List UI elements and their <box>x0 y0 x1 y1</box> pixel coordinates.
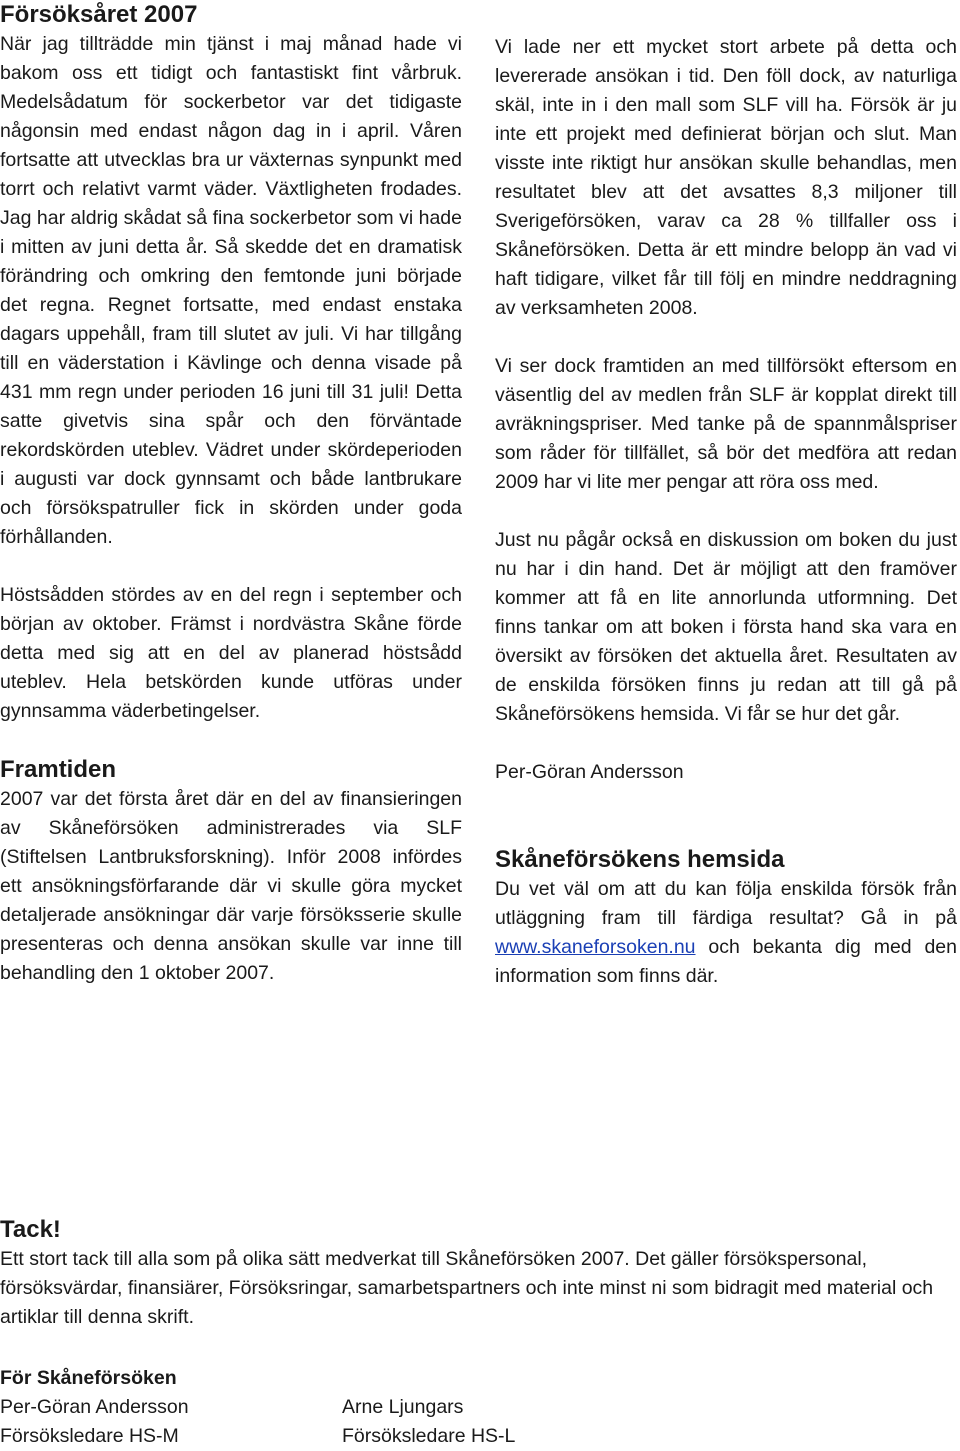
paragraph-gap <box>0 726 462 755</box>
paragraph-book-discussion: Just nu pågår också en diskussion om boken du just nu har i din hand. Det är möjligt att den framöver kommer att få en lite annorlunda utformning. Det finns tankar om att boken i första hand ska vara en översikt av försöken det aktuella året. Resultaten av de enskilda försöken finns ju redan att till gå på Skåneförsökens hemsida. Vi får se hur det går. <box>495 529 957 725</box>
paragraph-application: Vi lade ner ett mycket stort arbete på detta och levererade ansökan i tid. Den föll dock, av naturliga skäl, inte in i den mall som SLF vill ha. Försök är ju inte ett projekt med definierat början och slut. Man visste inte riktigt hur ansökan skulle behandlas, men resultatet blev att det avsattes 8,3 miljoner till Sverigeförsöken, varav ca 28 % tillfaller oss i Skåneförsöken. Detta är ett mindre belopp än vad vi haft tidigare, vilket får till följ en mindre neddragning av verksamheten 2008. <box>495 36 957 319</box>
paragraph-gap <box>495 787 957 816</box>
author-signature: Per-Göran Andersson <box>495 761 684 783</box>
page-title: Försöksåret 2007 <box>0 1 198 28</box>
thanks-heading: Tack! <box>0 1216 61 1243</box>
signer-role: Försöksledare HS-L <box>342 1425 516 1447</box>
signers-section <box>0 1364 958 1451</box>
website-text-before: Du vet väl om att du kan följa enskilda försök från utläggning fram till färdiga resultat? Gå in på <box>495 878 957 929</box>
signer-role: Försöksledare HS-M <box>0 1425 179 1447</box>
paragraph-gap <box>495 323 957 352</box>
paragraph-funding: 2007 var det första året där en del av finansieringen av Skåneförsöken administrerades via SLF (Stiftelsen Lantbruksforskning). Inför 2008 infördes ett ansökningsförfarande där vi skulle göra mycket detaljerade ansökningar där varje försöksserie skulle presenteras och denna ansökan skulle var inne till behandling den 1 oktober 2007. <box>0 788 462 984</box>
website-text-after: och bekanta dig med den information som finns där. <box>495 936 957 987</box>
paragraph-gap <box>495 816 957 845</box>
signers-heading: För Skåneförsöken <box>0 1367 177 1389</box>
paragraph-gap <box>0 552 462 581</box>
right-column <box>495 33 957 991</box>
paragraph-outlook: Vi ser dock framtiden an med tillförsökt eftersom en väsentlig del av medlen från SLF är kopplat direkt till avräkningspriser. Med tanke på de spannmålspriser som råder för tillfället, så bör det medföra att redan 2009 har vi lite mer pengar att röra oss med. <box>495 355 957 493</box>
paragraph-gap <box>495 729 957 758</box>
paragraph-weather-2007: När jag tillträdde min tjänst i maj månad hade vi bakom oss ett tidigt och fantastiskt fint vårbruk. Medelsådatum för sockerbetor var det tidigaste någonsin med endast någon dag in i april. Våren fortsatte att utvecklas bra ur växternas synpunkt med torrt och relativt varmt väder. Växtligheten frodades. Jag har aldrig skådat så fina sockerbetor som vi hade i mitten av juni detta år. Så skedde det en dramatisk förändring och omkring den femtonde juni började det regna. Regnet fortsatte, med endast enstaka dagars uppehåll, fram till slutet av juli. Vi har tillgång till en väderstation i Kävlinge och denna visade på 431 mm regn under perioden 16 juni till 31 juli! Detta satte givetvis sina spår och den förväntade rekordskörden uteblev. Vädret under skördeperioden i augusti var dock gynnsamt och både lantbrukare och försökspatruller fick in skörden under goda förhållanden. <box>0 33 462 548</box>
thanks-section <box>0 1215 958 1332</box>
signer-name: Arne Ljungars <box>342 1396 464 1418</box>
thanks-text: Ett stort tack till alla som på olika sätt medverkat till Skåneförsöken 2007. Det gäller försökspersonal, försöksvärdar, finansiärer, Försöksringar, samarbetspartners och inte minst ni som bidragit med material och artiklar till denna skrift. <box>0 1248 934 1328</box>
paragraph-autumn-sowing: Höstsådden stördes av en del regn i september och början av oktober. Främst i nordvästra Skåne förde detta med sig att en del av planerad höstsådd uteblev. Hela betskörden kunde utföras under gynnsamma väderbetingelser. <box>0 584 462 722</box>
signer-name: Per-Göran Andersson <box>0 1396 189 1418</box>
signers-roles-row <box>0 1422 958 1451</box>
section-heading-future: Framtiden <box>0 756 117 783</box>
paragraph-website <box>495 875 957 991</box>
website-link[interactable]: www.skaneforsoken.nu <box>495 936 696 958</box>
signers-names-row <box>0 1393 958 1422</box>
left-column <box>0 0 462 988</box>
paragraph-gap <box>495 497 957 526</box>
section-heading-website: Skåneförsökens hemsida <box>495 846 785 873</box>
